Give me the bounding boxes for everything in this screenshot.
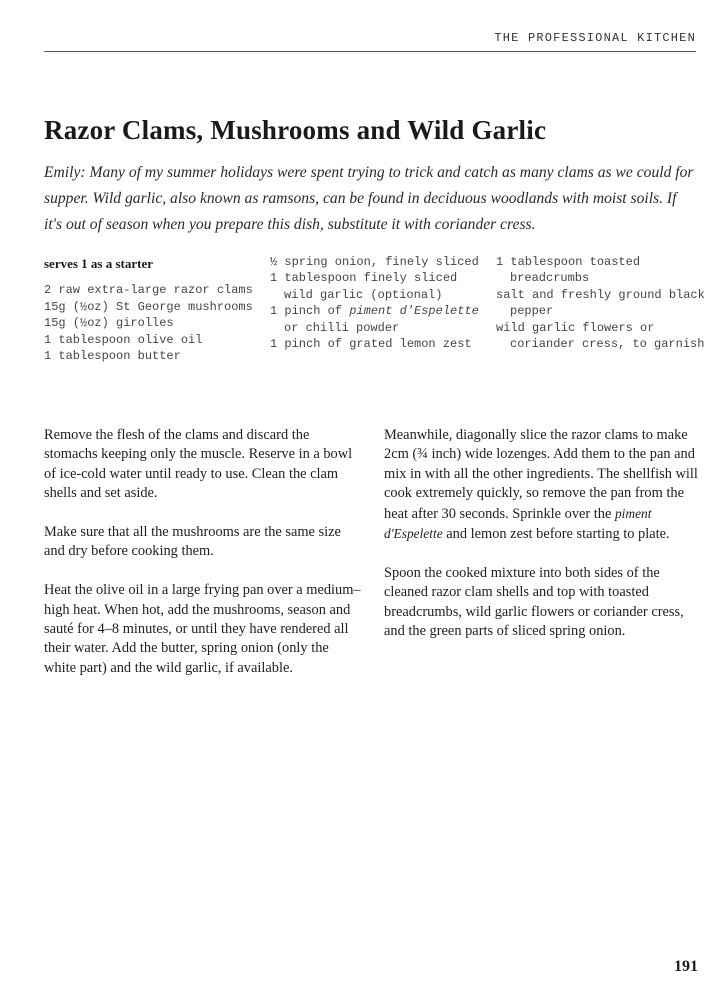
method-paragraph bbox=[384, 426, 702, 544]
method-text: Meanwhile, diagonally slice the razor clams to make 2cm (¾ inch) wide lozenges. Add them to the pan and mix in with all the other ingredients. The shellfish will cook extremely quickly, so remove the pan from the heat after 30 seconds. Sprinkle over the bbox=[384, 427, 698, 522]
recipe-intro: Emily: Many of my summer holidays were spent trying to trick and catch as many clams as we could for supper. Wild garlic, also known as ramsons, can be found in deciduous woodlands with moist soils. If it's out of season when you prepare this dish, substitute it with coriander cress. bbox=[44, 164, 694, 233]
ingredient-item: ½ spring onion, finely sliced bbox=[270, 255, 479, 269]
running-head: THE PROFESSIONAL KITCHEN bbox=[494, 31, 696, 45]
header-rule bbox=[44, 51, 696, 52]
method-text: and lemon zest before starting to plate. bbox=[442, 526, 670, 543]
method-column-right bbox=[384, 426, 702, 661]
method-italic: piment d'Espelette bbox=[384, 505, 652, 542]
ingredients-column-2 bbox=[270, 254, 485, 352]
ingredient-text: 1 pinch of bbox=[270, 304, 350, 319]
ingredient-item: 15g (½oz) girolles bbox=[44, 316, 174, 331]
method-paragraph: Spoon the cooked mixture into both sides of the cleaned razor clam shells and top with toasted breadcrumbs, wild garlic flowers or coriander cress, and the green parts of sliced spring onion. bbox=[384, 564, 684, 640]
serves-label: serves 1 as a starter bbox=[44, 256, 154, 271]
method-paragraph: Heat the olive oil in a large frying pan over a medium–high heat. When hot, add the mushrooms, season and sauté for 4–8 minutes, or until they have rendered all their water. Add the butter, spring onion (only the white part) and the wild garlic, if available. bbox=[44, 582, 361, 676]
ingredient-item: 1 tablespoon finely sliced wild garlic (optional) bbox=[270, 271, 458, 302]
ingredient-item: 1 pinch of grated lemon zest bbox=[270, 337, 472, 352]
ingredient-item: 1 tablespoon toasted breadcrumbs bbox=[496, 255, 641, 286]
ingredient-item: wild garlic flowers or coriander cress, to garnish bbox=[496, 320, 705, 352]
ingredient-item: 15g (½oz) St George mushrooms bbox=[44, 299, 253, 314]
ingredient-item: 2 raw extra-large razor clams bbox=[44, 283, 253, 298]
recipe-title: Razor Clams, Mushrooms and Wild Garlic bbox=[44, 115, 547, 145]
ingredient-italic: piment d'Espelette bbox=[349, 304, 479, 319]
method-paragraph: Make sure that all the mushrooms are the same size and dry before cooking them. bbox=[44, 524, 341, 560]
ingredients-column-3 bbox=[496, 254, 706, 352]
page-number: 191 bbox=[674, 958, 698, 975]
ingredients-column-1 bbox=[44, 254, 254, 364]
method-paragraph: Remove the flesh of the clams and discard the stomachs keeping only the muscle. Reserve in a bowl of ice-cold water until ready to use. Clean the clam shells and set aside. bbox=[44, 427, 353, 502]
ingredient-item: 1 tablespoon butter bbox=[44, 349, 181, 364]
ingredient-item: 1 tablespoon olive oil bbox=[44, 332, 203, 347]
ingredient-text: or chilli powder bbox=[284, 320, 400, 335]
ingredient-item bbox=[270, 303, 485, 336]
ingredient-item: salt and freshly ground black pepper bbox=[496, 287, 705, 319]
method-column-left bbox=[44, 426, 362, 698]
